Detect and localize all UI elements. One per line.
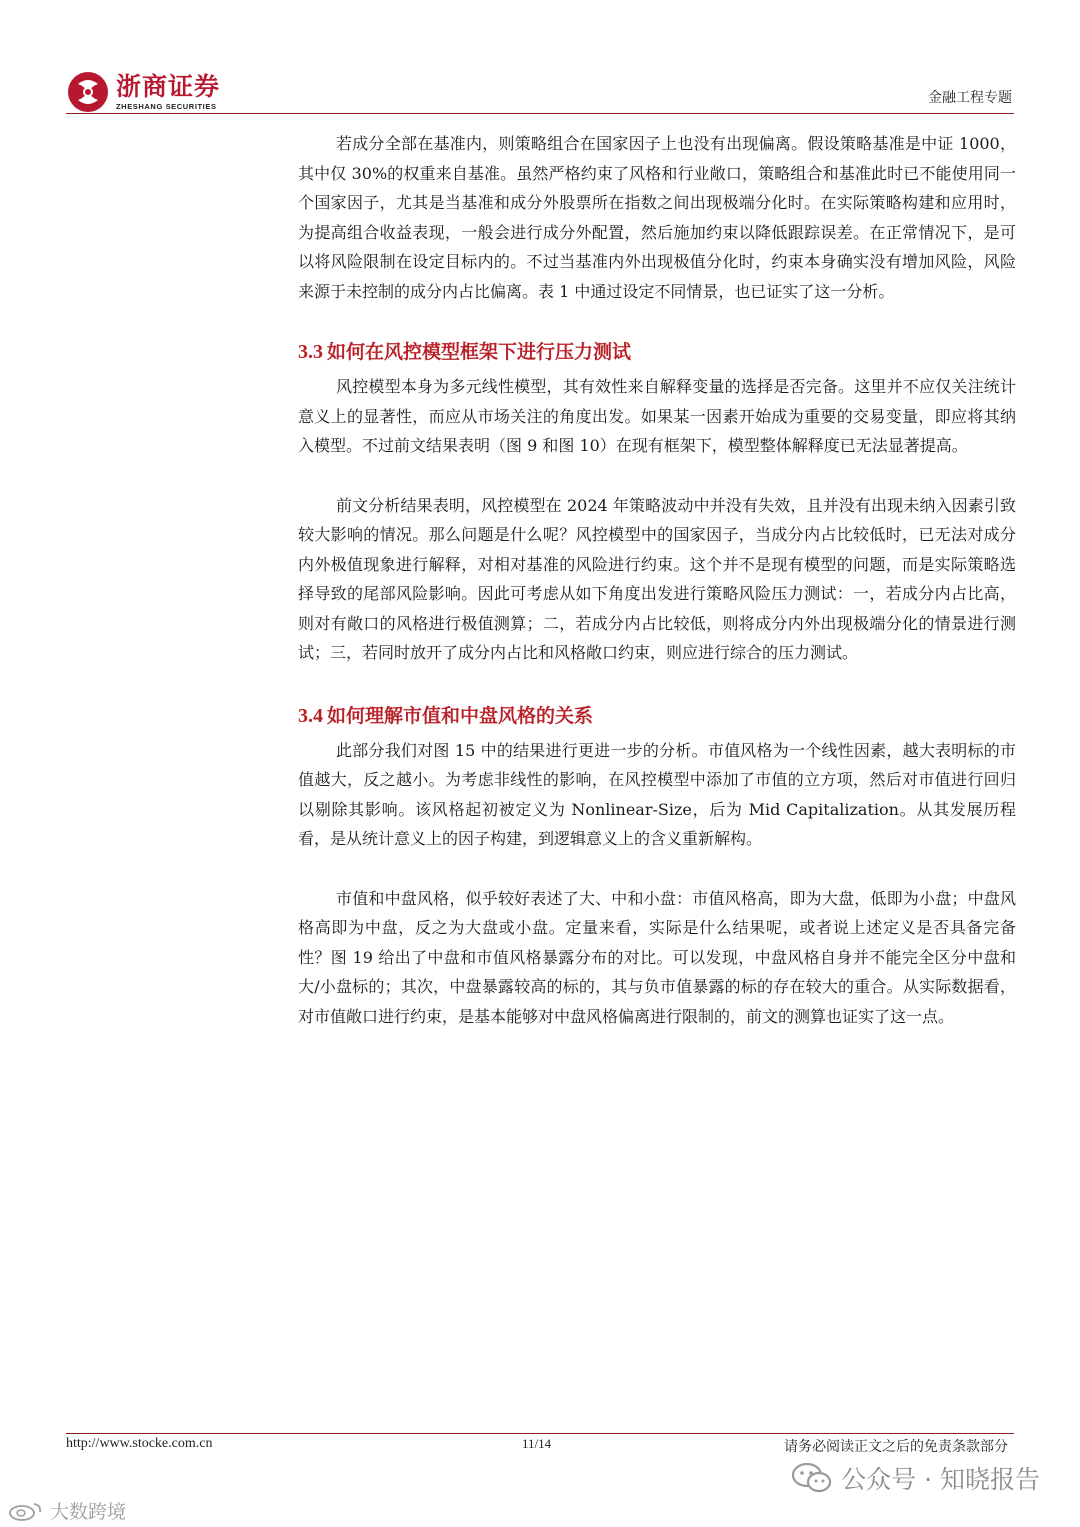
disclaimer-note: 请务必阅读正文之后的免责条款部分 xyxy=(784,1439,1008,1455)
weibo-watermark xyxy=(8,1497,126,1524)
paragraph-4: 此部分我们对图 15 中的结果进行更进一步的分析。市值风格为一个线性因素，越大表明标的市值越大，反之越小。为考虑非线性的影响，在风控模型中添加了市值的立方项，然后对市值进行回归以剔除其影响。该风格起初被定义为 Nonlinear-Size，后为 Mid Capitalization。从其发展历程看，是从统计意义上的因子构建，到逻辑意义上的含义重新解构。 xyxy=(298,740,1016,848)
section-3-3-title: 如何在风控模型框架下进行压力测试 xyxy=(327,341,632,363)
footer-divider xyxy=(66,1433,1014,1434)
paragraph-5: 市值和中盘风格，似乎较好表述了大、中和小盘：市值风格高，即为大盘，低即为小盘；中盘风格高即为中盘，反之为大盘或小盘。定量来看，实际是什么结果呢，或者说上述定义是否具备完备性？图 19 给出了中盘和市值风格暴露分布的对比。可以发现，中盘风格自身并不能完全区分中盘和大/小盘标的；其次，中盘暴露较高的标的，其与负市值暴露的标的存在较大的重合。从实际数据看，对市值敞口进行约束，是基本能够对中盘风格偏离进行限制的，前文的测算也证实了这一点。 xyxy=(298,888,1016,1026)
logo-en-text: ZHESHANG SECURITIES xyxy=(116,102,217,111)
logo-emblem-icon xyxy=(66,70,110,114)
section-3-3-number: 3.3 xyxy=(298,341,323,363)
section-3-3-heading xyxy=(298,336,1016,368)
page-number: 11/14 xyxy=(522,1436,552,1451)
paragraph-2: 风控模型本身为多元线性模型，其有效性来自解释变量的选择是否完备。这里并不应仅关注统计意义上的显著性，而应从市场关注的角度出发。如果某一因素开始成为重要的交易变量，即应将其纳入模型。不过前文结果表明（图 9 和图 10）在现有框架下，模型整体解释度已无法显著提高。 xyxy=(298,377,1016,455)
logo-cn-text: 浙商证券 xyxy=(116,72,221,101)
section-3-4-number: 3.4 xyxy=(298,704,323,727)
paragraph-3: 前文分析结果表明，风控模型在 2024 年策略波动中并没有失效，且并没有出现未纳入因素引致较大影响的情况。那么问题是什么呢？风控模型中的国家因子，当成分内占比较低时，已无法对成分内外极值现象进行解释，对相对基准的风险进行约束。这个并不是现有模型的问题，而是实际策略选择导致的尾部风险影响。因此可考虑从如下角度出发进行策略风险压力测试：一，若成分内占比高，则对有敞口的风格进行极值测算；二，若成分内占比较低，则将成分内外出现极端分化的情景进行测试；三，若同时放开了成分内占比和风格敞口约束，则应进行综合的压力测试。 xyxy=(298,495,1016,662)
main-content xyxy=(298,125,1016,1031)
weibo-watermark-text: 大数跨境 xyxy=(50,1501,127,1523)
weibo-icon xyxy=(8,1501,44,1521)
company-logo xyxy=(66,70,220,114)
wechat-icon xyxy=(791,1461,833,1495)
page-header xyxy=(0,0,1080,120)
wechat-watermark-text: 公众号 · 知晓报告 xyxy=(841,1465,1040,1494)
section-3-4-heading xyxy=(298,700,1016,732)
paragraph-1: 若成分全部在基准内，则策略组合在国家因子上也没有出现偏离。假设策略基准是中证 1000，其中仅 30%的权重来自基准。虽然严格约束了风格和行业敞口，策略组合和基准此时已不能使用同一个国家因子，尤其是当基准和成分外股票所在指数之间出现极端分化时。在实际策略构建和应用时，为提高组合收益表现，一般会进行成分外配置，然后施加约束以降低跟踪误差。在正常情况下，是可以将风险限制在设定目标内的。不过当基准内外出现极值分化时，约束本身确实没有增加风险，风险来源于未控制的成分内占比偏离。表 1 中通过设定不同情景，也已证实了这一分析。 xyxy=(298,134,1016,301)
report-type-label: 金融工程专题 xyxy=(928,90,1012,106)
header-divider xyxy=(66,113,1014,114)
section-3-4-title: 如何理解市值和中盘风格的关系 xyxy=(327,704,594,727)
wechat-watermark xyxy=(791,1460,1040,1496)
footer-url-link[interactable]: http://www.stocke.com.cn xyxy=(66,1436,213,1451)
